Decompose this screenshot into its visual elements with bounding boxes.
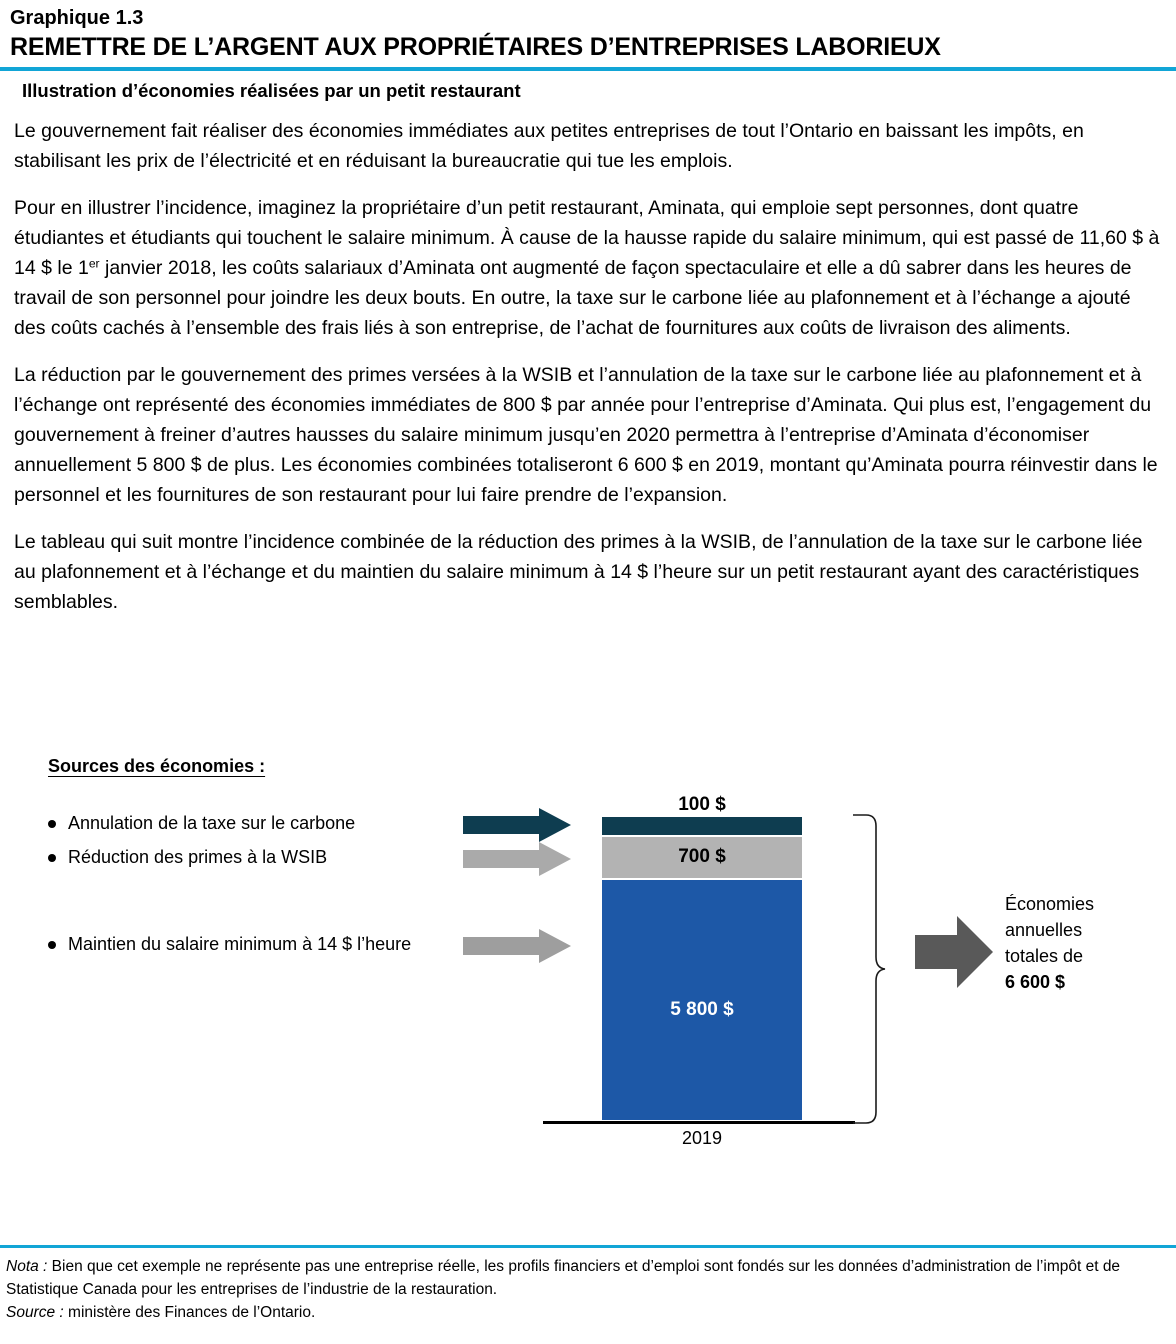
x-axis-tick-label: 2019: [681, 1128, 723, 1148]
note-nota-text: Bien que cet exemple ne représente pas une entreprise réelle, les profils financiers et d’emploi sont fondés sur les données d’administration de l’impôt et de Statistique Canada pour les entreprises de l’industrie de la restauration.: [6, 1258, 1121, 1298]
savings-chart: [0, 736, 1176, 1176]
arrow-right-icon-total: [915, 916, 993, 988]
note-nota-label: Nota :: [6, 1258, 48, 1275]
legend-item-label: Réduction des primes à la WSIB: [68, 847, 328, 867]
paragraph-3: La réduction par le gouvernement des primes versées à la WSIB et l’annulation de la taxe sur le carbone liée au plafonnement et à l’échange ont représenté des économies immédiates de 800 $ par année pour l’entreprise d’Aminata. Qui plus est, l’engagement du gouvernement à freiner d’autres hausses du salaire minimum jusqu’en 2020 permettra à l’entreprise d’Aminata d’économiser annuellement 5 800 $ de plus. Les économies combinées totaliseront 6 600 $ en 2019, montant qu’Aminata pourra réinvestir dans le personnel et les fournitures de son restaurant pour lui faire prendre de l’expansion.: [14, 364, 1158, 506]
total-callout-amount: 6 600 $: [1005, 972, 1066, 992]
legend-item-minimum-wage: [48, 934, 411, 955]
bar-label-carbon-tax: 100 $: [678, 794, 726, 815]
note-source: [6, 1301, 1170, 1324]
x-axis-line: [543, 1121, 855, 1124]
legend-item-label: Annulation de la taxe sur le carbone: [68, 813, 356, 833]
note-nota: [6, 1255, 1170, 1301]
note-source-label: Source :: [6, 1304, 64, 1321]
ordinal-suffix: er: [88, 256, 100, 271]
legend-item-wsib: [48, 847, 327, 868]
bullet-dot-icon: [48, 854, 56, 862]
bar-label-wsib: 700 $: [678, 846, 726, 867]
footnotes: [6, 1255, 1170, 1324]
total-callout-line-1: Économies: [1005, 894, 1095, 914]
bar-segment-carbon-tax: [602, 817, 802, 835]
arrow-right-icon-minimum-wage: [463, 929, 571, 963]
paragraph-2-part-a: Pour en illustrer l’incidence, imaginez la propriétaire d’un petit restaurant, Aminata, qui emploie sept personnes, dont quatre étudiantes et étudiants qui touchent le salaire minimum. À cause de la hausse rapide du salaire minimum, qui est passé de 11,60 $ à 14 $ le 1: [14, 197, 1160, 279]
arrow-right-icon-carbon-tax: [463, 808, 571, 842]
bar-label-minimum-wage: 5 800 $: [670, 999, 734, 1020]
chart-number: Graphique 1.3: [10, 7, 144, 29]
footer-divider: [0, 1245, 1176, 1248]
total-savings-callout: [1005, 891, 1170, 995]
page-title: REMETTRE DE L’ARGENT AUX PROPRIÉTAIRES D’ENTREPRISES LABORIEUX: [10, 33, 941, 61]
total-callout-line-2: annuelles: [1005, 920, 1083, 940]
paragraph-4: Le tableau qui suit montre l’incidence combinée de la réduction des primes à la WSIB, de l’annulation de la taxe sur le carbone liée au plafonnement et à l’échange et du maintien du salaire minimum à 14 $ l’heure sur un petit restaurant ayant des caractéristiques semblables.: [14, 531, 1143, 613]
legend-item-carbon-tax: [48, 813, 355, 834]
paragraph-2: [14, 193, 1162, 343]
note-source-text: ministère des Finances de l’Ontario.: [63, 1304, 316, 1321]
arrow-right-icon-wsib: [463, 842, 571, 876]
total-callout-line-3: totales de: [1005, 946, 1084, 966]
legend-item-label: Maintien du salaire minimum à 14 $ l’heure: [68, 934, 412, 954]
legend-title: Sources des économies :: [48, 756, 266, 776]
subtitle: Illustration d’économies réalisées par un petit restaurant: [22, 80, 521, 101]
bullet-dot-icon: [48, 941, 56, 949]
header-divider: [0, 67, 1176, 71]
paragraph-2-part-b: janvier 2018, les coûts salariaux d’Aminata ont augmenté de façon spectaculaire et elle a dû sabrer dans les heures de travail de son personnel pour joindre les deux bouts. En outre, la taxe sur le carbone liée au plafonnement et à l’échange a ajouté des coûts cachés à l’ensemble des frais liés à son entreprise, de l’achat de fournitures aux coûts de livraison des aliments.: [14, 257, 1132, 339]
page-header: [0, 0, 1176, 102]
total-brace: [852, 814, 886, 1124]
paragraph-1: Le gouvernement fait réaliser des économies immédiates aux petites entreprises de tout l’Ontario en baissant les impôts, en stabilisant les prix de l’électricité et en réduisant la bureaucratie qui tue les emplois.: [14, 120, 1084, 172]
bullet-dot-icon: [48, 820, 56, 828]
body-copy: [14, 116, 1162, 617]
